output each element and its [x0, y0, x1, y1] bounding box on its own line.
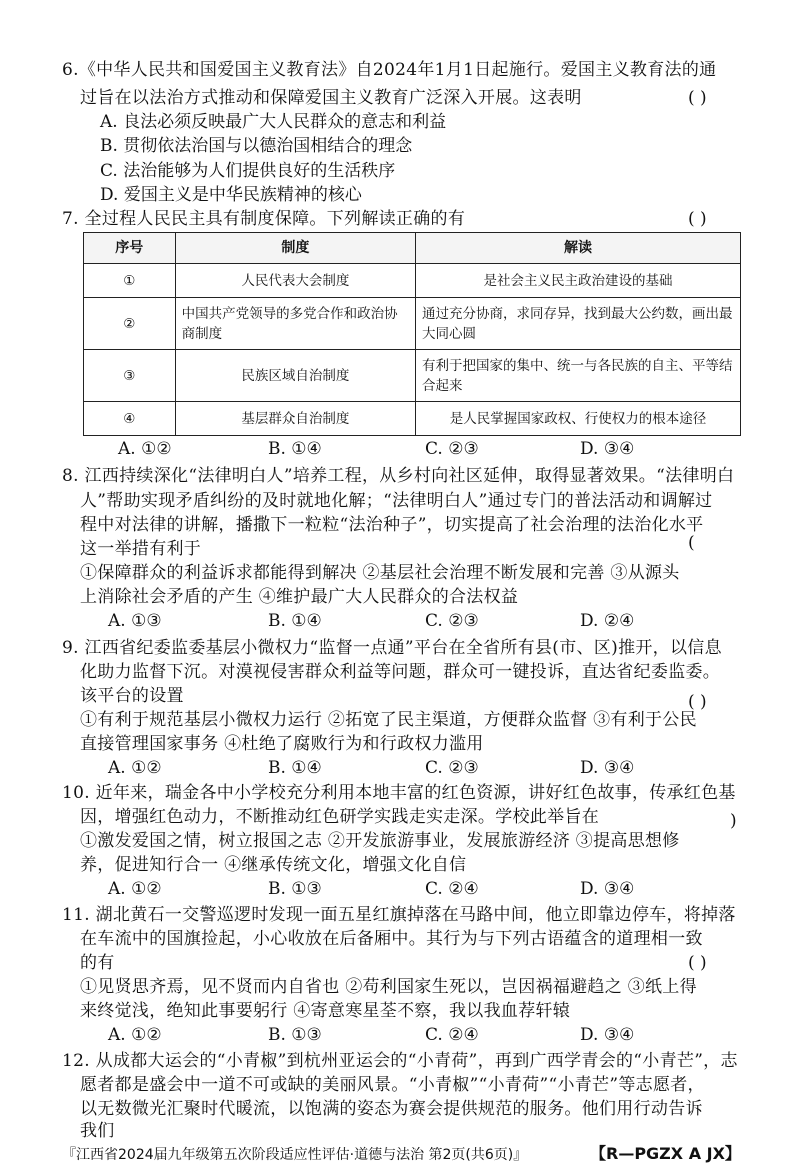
table-cell-reading: 是社会主义民主政治建设的基础	[416, 264, 741, 298]
q9-choice-line-2: 直接管理国家事务 ④杜绝了腐败行为和行政权力滥用	[80, 734, 484, 754]
q8-stem-line-3: 程中对法律的讲解，播撒下一粒粒“法治种子”，切实提高了社会治理的法治化水平	[80, 515, 704, 535]
q9-answer-paren: ( )	[688, 692, 707, 712]
q9-option-b: B. ①④	[268, 758, 322, 778]
q10-stem-line-1: 10. 近年来，瑞金各中小学校充分利用本地丰富的红色资源，讲好红色故事，传承红色基	[62, 783, 736, 803]
table-row	[84, 298, 741, 350]
q11-option-a: A. ①②	[108, 1025, 162, 1045]
q12-stem-line-3: 以无数微光汇聚时代暖流，以饱满的姿态为赛会提供规范的服务。他们用行动告诉	[80, 1099, 703, 1119]
table-cell-no: ②	[84, 298, 176, 350]
table-row	[84, 264, 741, 298]
table-cell-system: 基层群众自治制度	[175, 402, 415, 436]
q12-stem-line-1: 12. 从成都大运会的“小青椒”到杭州亚运会的“小青荷”，再到广西学青会的“小青芒”，志	[62, 1051, 738, 1071]
q6-option-b: B. 贯彻依法治国与以德治国相结合的理念	[100, 136, 413, 156]
q8-option-c: C. ②③	[425, 611, 479, 631]
q10-option-a: A. ①②	[108, 879, 162, 899]
q8-stem-line-1: 8. 江西持续深化“法律明白人”培养工程，从乡村向社区延伸，取得显著效果。“法律明白	[62, 466, 735, 486]
q11-choice-line-1: ①见贤思齐焉，见不贤而内自省也 ②苟利国家生死以，岂因祸福避趋之 ③纸上得	[80, 977, 697, 997]
page-footer: 『江西省2024届九年级第五次阶段适应性评估·道德与法治 第2页(共6页)』	[62, 1147, 528, 1163]
q7-option-b: B. ①④	[268, 439, 322, 459]
q6-option-c: C. 法治能够为人们提供良好的生活秩序	[100, 161, 396, 181]
q8-option-a: A. ①③	[108, 611, 162, 631]
q10-option-d: D. ③④	[580, 879, 635, 899]
table-header-cell: 制度	[175, 233, 415, 264]
q10-answer-paren: )	[730, 811, 737, 831]
q12-stem-line-2: 愿者都是盛会中一道不可或缺的美丽风景。“小青椒”“小青荷”“小青芒”等志愿者，	[80, 1075, 705, 1095]
q6-answer-paren: ( )	[688, 88, 707, 108]
q9-option-a: A. ①②	[108, 758, 162, 778]
q8-option-b: B. ①④	[268, 611, 322, 631]
q10-choice-line-1: ①激发爱国之情，树立报国之志 ②开发旅游事业，发展旅游经济 ③提高思想修	[80, 831, 680, 851]
q11-stem-line-3: 的有	[80, 953, 115, 973]
q8-stem-line-4: 这一举措有利于	[80, 539, 202, 559]
q12-stem-line-4: 我们	[80, 1121, 115, 1141]
q8-option-d: D. ②④	[580, 611, 635, 631]
q11-option-b: B. ①③	[268, 1025, 322, 1045]
q11-option-d: D. ③④	[580, 1025, 635, 1045]
q11-answer-paren: ( )	[688, 953, 707, 973]
q9-option-d: D. ③④	[580, 758, 635, 778]
q7-table	[83, 232, 741, 436]
q9-stem-line-3: 该平台的设置	[80, 686, 184, 706]
table-header-cell: 序号	[84, 233, 176, 264]
exam-code: 【R—PGZX A JX】	[590, 1144, 741, 1163]
q6-stem-line-2: 过旨在以法治方式推动和保障爱国主义教育广泛深入开展。这表明	[80, 88, 582, 108]
q6-stem-line-1: 6.《中华人民共和国爱国主义教育法》自2024年1月1日起施行。爱国主义教育法的通	[62, 60, 717, 80]
q9-stem-line-2: 化助力监督下沉。对漠视侵害群众利益等问题，群众可一键投诉，直达省纪委监委。	[80, 662, 721, 682]
q11-option-c: C. ②④	[425, 1025, 479, 1045]
q10-choice-line-2: 养，促进知行合一 ④继承传统文化，增强文化自信	[80, 855, 467, 875]
table-row	[84, 402, 741, 436]
q10-stem-line-2: 因，增强红色动力，不断推动红色研学实践走实走深。学校此举旨在	[80, 807, 599, 827]
q10-option-c: C. ②④	[425, 879, 479, 899]
q7-answer-paren: ( )	[688, 209, 707, 229]
q6-option-d: D. 爱国主义是中华民族精神的核心	[100, 185, 362, 205]
q9-stem-line-1: 9. 江西省纪委监委基层小微权力“监督一点通”平台在全省所有县(市、区)推开，以信息	[62, 638, 722, 658]
table-cell-no: ④	[84, 402, 176, 436]
table-cell-system: 人民代表大会制度	[175, 264, 415, 298]
table-cell-no: ③	[84, 350, 176, 402]
q11-stem-line-1: 11. 湖北黄石一交警巡逻时发现一面五星红旗掉落在马路中间，他立即靠边停车，将掉落	[62, 905, 736, 925]
q11-stem-line-2: 在车流中的国旗捡起，小心收放在后备厢中。其行为与下列古语蕴含的道理相一致	[80, 929, 703, 949]
q9-option-c: C. ②③	[425, 758, 479, 778]
q11-choice-line-2: 来终觉浅，绝知此事要躬行 ④寄意寒星荃不察，我以我血荐轩辕	[80, 1001, 571, 1021]
q7-option-c: C. ②③	[425, 439, 479, 459]
q8-choice-line-2: 上消除社会矛盾的产生 ④维护最广大人民群众的合法权益	[80, 587, 519, 607]
table-cell-reading: 是人民掌握国家政权、行使权力的根本途径	[416, 402, 741, 436]
table-cell-system: 民族区域自治制度	[175, 350, 415, 402]
q8-answer-paren: (	[688, 533, 695, 553]
table-cell-reading: 有利于把国家的集中、统一与各民族的自主、平等结合起来	[416, 350, 741, 402]
q7-option-d: D. ③④	[580, 439, 635, 459]
q7-option-a: A. ①②	[118, 439, 172, 459]
q8-stem-line-2: 人”帮助实现矛盾纠纷的及时就地化解；“法律明白人”通过专门的普法活动和调解过	[80, 491, 713, 511]
table-header-cell: 解读	[416, 233, 741, 264]
q8-choice-line-1: ①保障群众的利益诉求都能得到解决 ②基层社会治理不断发展和完善 ③从源头	[80, 563, 680, 583]
q9-choice-line-1: ①有利于规范基层小微权力运行 ②拓宽了民主渠道，方便群众监督 ③有利于公民	[80, 710, 697, 730]
q7-stem: 7. 全过程人民民主具有制度保障。下列解读正确的有	[62, 209, 466, 229]
table-header-row	[84, 233, 741, 264]
q6-option-a: A. 良法必须反映最广大人民群众的意志和利益	[100, 112, 447, 132]
table-cell-no: ①	[84, 264, 176, 298]
q10-option-b: B. ①③	[268, 879, 322, 899]
table-cell-system: 中国共产党领导的多党合作和政治协商制度	[175, 298, 415, 350]
table-cell-reading: 通过充分协商，求同存异，找到最大公约数，画出最大同心圆	[416, 298, 741, 350]
table-row	[84, 350, 741, 402]
